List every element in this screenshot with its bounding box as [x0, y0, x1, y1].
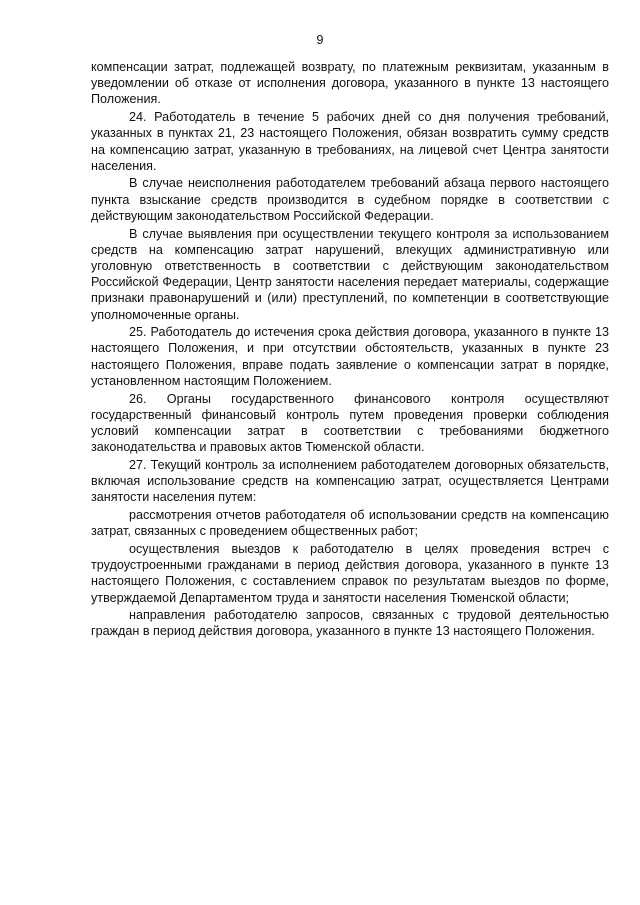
paragraph-violations: В случае выявления при осуществлении текущего контроля за использованием средств на компенсацию затрат нарушений, влекущих административную или уголовную ответственность в соответствии с действующим законодательством Российской Федерации, Центр занятости населения передает материалы, содержащие признаки правонарушений и (или) преступлений, по компетенции в соответствующие уполномоченные органы. — [91, 226, 609, 322]
paragraph-clause-26: 26. Органы государственного финансового контроля осуществляют государственный финансовый контроль путем проведения проверки соблюдения условий компенсации затрат в соответствии с требованиями бюджетного законодательства и правовых актов Тюменской области. — [91, 391, 609, 455]
page-number: 9 — [316, 33, 324, 47]
paragraph-non-fulfillment: В случае неисполнения работодателем требований абзаца первого настоящего пункта взыскание средств производится в судебном порядке в соответствии с действующим законодательством Российской Федерации. — [91, 176, 609, 223]
paragraph-clause-27: 27. Текущий контроль за исполнением работодателем договорных обязательств, включая использование средств на компенсацию затрат, осуществляется Центрами занятости населения путем: — [91, 457, 609, 505]
paragraph-review-reports: рассмотрения отчетов работодателя об использовании средств на компенсацию затрат, связанных с проведением общественных работ; — [91, 507, 609, 539]
paragraph-requests: направления работодателю запросов, связанных с трудовой деятельностью граждан в период действия договора, указанного в пункте 13 настоящего Положения. — [91, 608, 609, 639]
paragraph-site-visits: осуществления выездов к работодателю в целях проведения встреч с трудоустроенными гражданами в период действия договора, указанного в пункте 13 настоящего Положения, с составлением справок по результатам выездов по форме, утверждаемой Департаментом труда и занятости населения Тюменской области; — [91, 541, 609, 605]
paragraph-continuation: компенсации затрат, подлежащей возврату, по платежным реквизитам, указанным в уведомлении об отказе от исполнения договора, указанного в пункте 13 настоящего Положения. — [91, 60, 609, 107]
document-body — [91, 59, 609, 641]
paragraph-clause-24: 24. Работодатель в течение 5 рабочих дней со дня получения требований, указанных в пунктах 21, 23 настоящего Положения, обязан возвратить сумму средств на компенсацию затрат, указанную в требованиях, на лицевой счет Центра занятости населения. — [91, 110, 609, 173]
paragraph-clause-25: 25. Работодатель до истечения срока действия договора, указанного в пункте 13 настоящего Положения, и при отсутствии обстоятельств, указанных в пункте 23 настоящего Положения, вправе подать заявление о компенсации затрат в порядке, установленном настоящим Положением. — [91, 325, 609, 388]
